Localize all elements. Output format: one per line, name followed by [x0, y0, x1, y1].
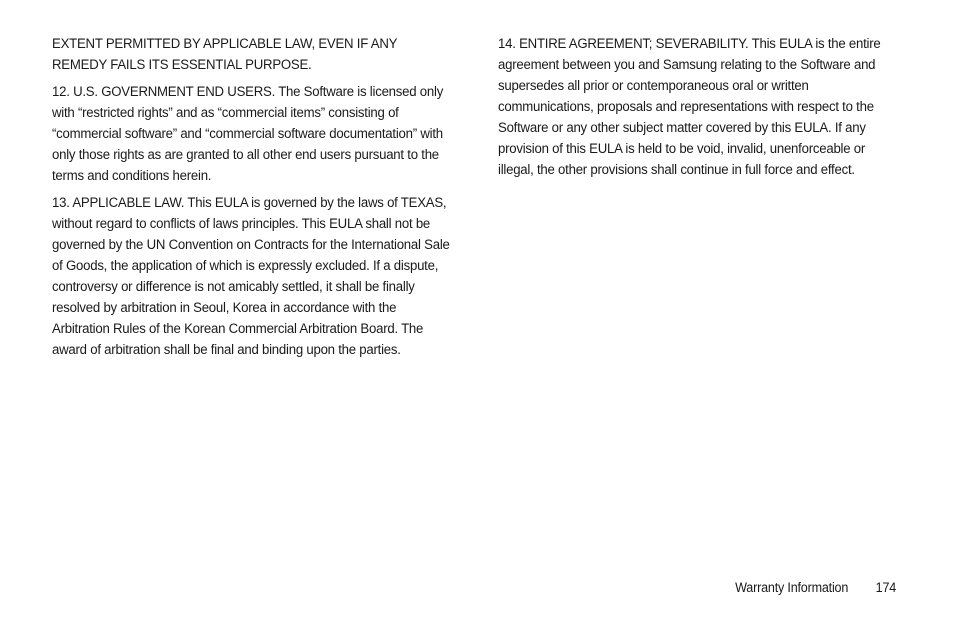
footer-section-title: Warranty Information — [735, 580, 849, 595]
paragraph-applicable-law: 13. APPLICABLE LAW. This EULA is governed by the laws of TEXAS, without regard to conflicts of laws principles. This EULA shall not be governed by the UN Convention on Contracts for the International Sale of Goods, the application of which is expressly excluded. If a dispute, controversy or difference is not amicably settled, it shall be finally resolved by arbitration in Seoul, Korea in accordance with the Arbitration Rules of the Korean Commercial Arbitration Board. The award of arbitration shall be final and binding upon the parties. — [52, 195, 450, 358]
paragraph-government-end-users: 12. U.S. GOVERNMENT END USERS. The Software is licensed only with “restricted rights” and as “commercial items” consisting of “commercial software” and “commercial software documentation” with only those rights as are granted to all other end users pursuant to the terms and conditions herein. — [52, 84, 444, 184]
paragraph-remedy-continuation: EXTENT PERMITTED BY APPLICABLE LAW, EVEN IF ANY REMEDY FAILS ITS ESSENTIAL PURPOSE. — [52, 36, 397, 73]
paragraph-entire-agreement: 14. ENTIRE AGREEMENT; SEVERABILITY. This EULA is the entire agreement between you and Samsung relating to the Software and supersedes all prior or contemporaneous oral or written communications, proposals and representations with respect to the Software or any other subject matter covered by this EULA. If any provision of this EULA is held to be void, invalid, unenforceable or illegal, the other provisions shall continue in full force and effect. — [498, 36, 881, 178]
right-column — [498, 34, 898, 187]
left-column — [52, 34, 452, 367]
page-number: 174 — [875, 580, 896, 595]
page-footer — [735, 578, 896, 598]
